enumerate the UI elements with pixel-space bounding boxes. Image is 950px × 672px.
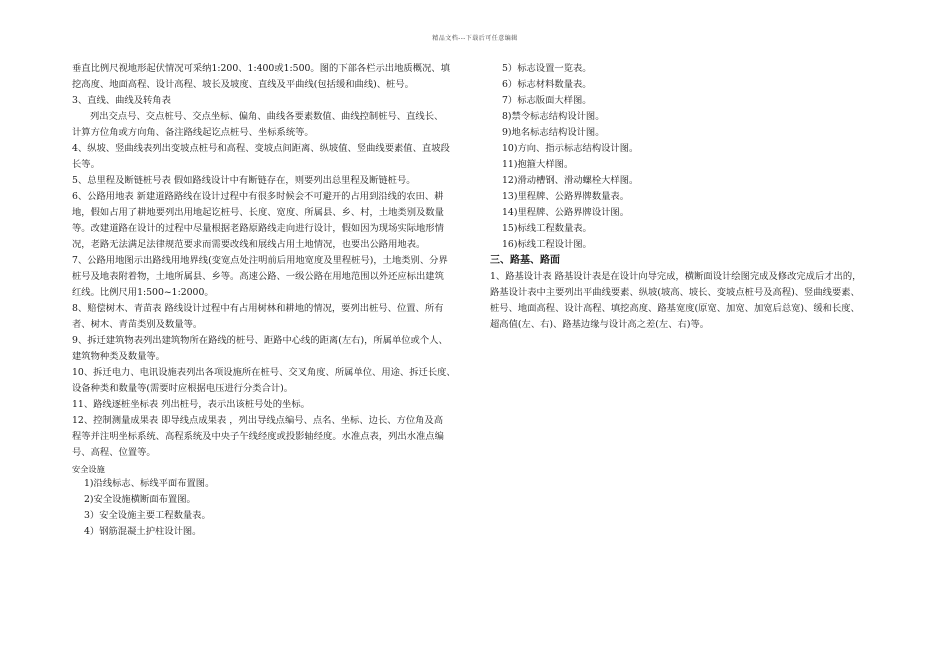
section3-line: 超高值(左、右)、路基边缘与设计高之差(左、右)等。 [490, 319, 710, 330]
item6-line: 6、公路用地表 新建道路路线在设计过程中有很多时候会不可避开的占用到沿线的农田、耕 [72, 191, 444, 202]
item5-line: 5、总里程及断链桩号表 假如路线设计中有断链存在，则要列出总里程及断链桩号。 [72, 175, 416, 186]
sign-item: 8)禁令标志结构设计图。 [502, 111, 605, 122]
section3-heading: 三、路基、路面 [490, 255, 560, 266]
item10-line: 设备种类和数量等(需要时应根据电压进行分类合计)。 [72, 383, 294, 394]
item3-line: 列出交点号、交点桩号、交点坐标、偏角、曲线各要素数值、曲线控制桩号、直线长、 [90, 111, 444, 122]
item4-line: 长等。 [72, 159, 100, 170]
section3-line: 1、路基设计表 路基设计表是在设计向导完成，横断面设计绘图完成及修改完成后才出的， [490, 271, 862, 282]
item12-line: 12、控制测量成果表 即导线点成果表 ，列出导线点编号、点名、坐标、边长、方位角及高 [72, 415, 444, 426]
right-column [490, 61, 882, 333]
item4-line: 4、纵坡、竖曲线表列出变坡点桩号和高程、变坡点间距离、纵坡值、竖曲线要素值、直坡段 [72, 143, 450, 154]
item7-line: 7、公路用地图示出路线用地界线(变宽点处注明前后用地宽度及里程桩号)，土地类别、分界 [72, 255, 448, 266]
item12-line: 程等并注明坐标系统、高程系统及中央子午线经度或投影轴经度。水准点表，列出水准点编 [72, 431, 444, 442]
section3-line: 桩号、地面高程、设计高程、填挖高度、路基宽度(原宽、加宽、加宽后总宽)、缓和长度、 [490, 303, 860, 314]
item7-line: 红线。比例尺用1:500~1:2000。 [72, 287, 214, 298]
sign-item: 7）标志版面大样图。 [502, 95, 592, 106]
item6-line: 况，老路无法满足法律规范要求而需要改线和展线占用土地情况，也要出公路用地表。 [72, 239, 426, 250]
sign-item: 9)地名标志结构设计图。 [502, 127, 605, 138]
sign-item: 13)里程牌、公路界牌数量表。 [502, 191, 630, 202]
item8-line: 者、树木、青苗类别及数量等。 [72, 319, 203, 330]
item3-title: 3、直线、曲线及转角表 [72, 95, 171, 106]
item9-line: 9、拆迁建筑物表列出建筑物所在路线的桩号、距路中心线的距离(左右)，所属单位或个人、 [72, 335, 448, 346]
sign-item: 16)标线工程设计图。 [502, 239, 592, 250]
item11-line: 11、路线逐桩坐标表 列出桩号，表示出该桩号处的坐标。 [72, 399, 310, 410]
section3-line: 路基设计表中主要列出平曲线要素、纵坡(坡高、坡长、变坡点桩号及高程)、竖曲线要素、 [490, 287, 860, 298]
item6-line: 地，假如占用了耕地要列出用地起讫桩号、长度、宽度、所属县、乡、村，土地类别及数量 [72, 207, 444, 218]
sign-item: 15)标线工程数量表。 [502, 223, 592, 234]
sign-item: 6）标志材料数量表。 [502, 79, 592, 90]
intro-line: 挖高度、地面高程、设计高程、坡长及坡度、直线及平曲线(包括缓和曲线)、桩号。 [72, 79, 414, 90]
sign-item: 12)滑动槽钢、滑动螺栓大样图。 [502, 175, 639, 186]
page-header: 精品文档---下载后可任意编辑 [432, 35, 518, 42]
item6-line: 等。改建道路在设计的过程中尽量根据老路原路线走向进行设计，假如因为现场实际地形情 [72, 223, 444, 234]
left-column [72, 61, 464, 540]
item9-line: 建筑物种类及数量等。 [72, 351, 165, 362]
safety-item: 1)沿线标志、标线平面布置图。 [84, 478, 215, 489]
item7-line: 桩号及地表附着物，土地所属县、乡等。高速公路、一级公路在用地范围以外还应标出建筑 [72, 271, 444, 282]
sign-item: 10)方向、指示标志结构设计图。 [502, 143, 639, 154]
item12-line: 号、高程、位置等。 [72, 447, 156, 458]
item8-line: 8、赔偿树木、青苗表 路线设计过程中有占用树林和耕地的情况，要列出桩号、位置、所有 [72, 303, 444, 314]
safety-item: 4）钢筋混凝土护柱设计图。 [84, 526, 202, 537]
sign-item: 5）标志设置一览表。 [502, 63, 592, 74]
item3-line: 计算方位角或方向角、备注路线起讫点桩号、坐标系统等。 [72, 127, 314, 138]
sign-item: 11)抱箍大样图。 [502, 159, 574, 170]
safety-item: 3）安全设施主要工程数量表。 [84, 510, 211, 521]
safety-item: 2)安全设施横断面布置图。 [84, 494, 196, 505]
item10-line: 10、拆迁电力、电讯设施表列出各项设施所在桩号、交叉角度、所属单位、用途、拆迁长度、 [72, 367, 456, 378]
safety-title: 安全设施 [72, 464, 105, 474]
sign-item: 14)里程牌、公路界牌设计图。 [502, 207, 630, 218]
intro-line: 垂直比例尺视地形起伏情况可采纳1:200、1:400或1:500。图的下部各栏示出地质概况、填 [72, 63, 450, 74]
